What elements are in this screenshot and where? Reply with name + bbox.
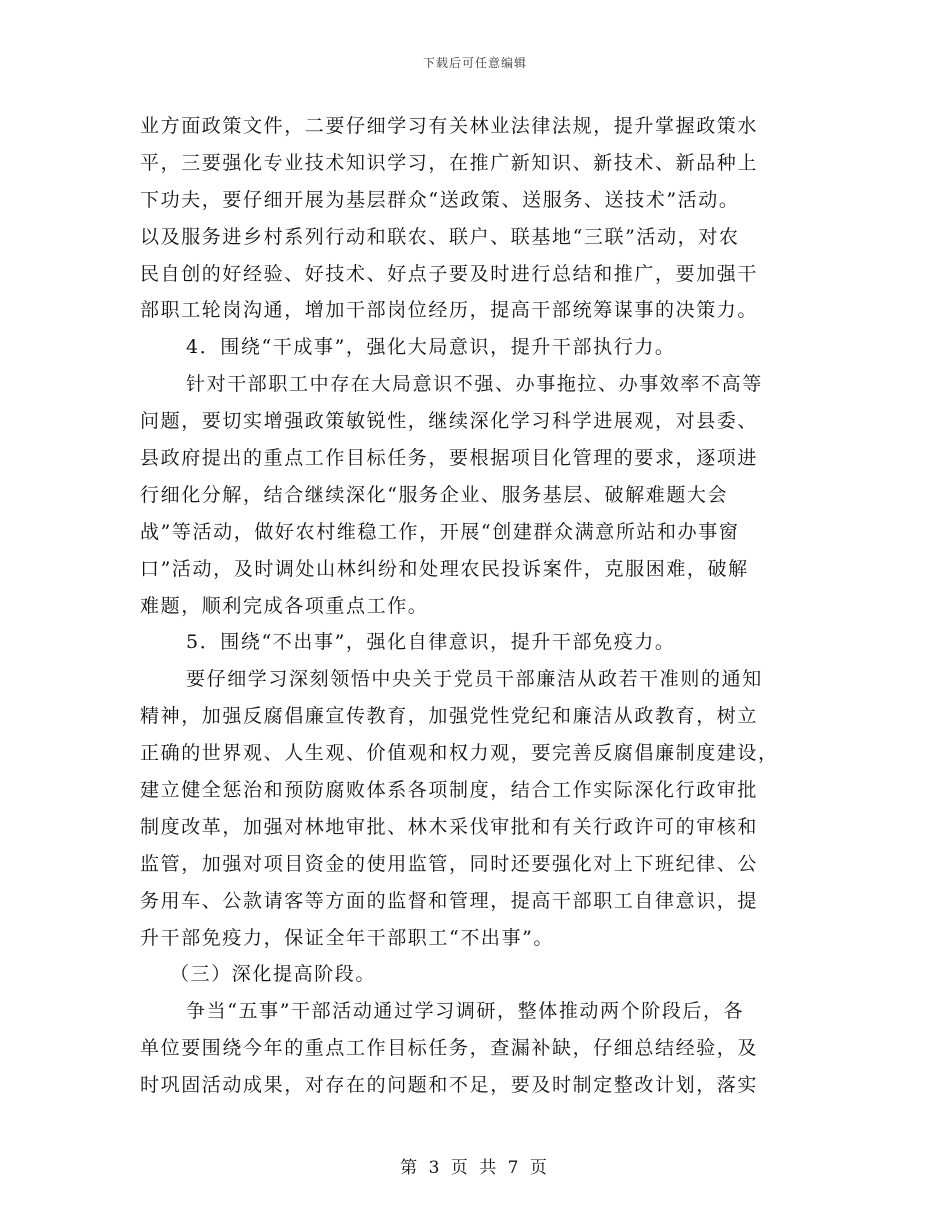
- text-line: 难题，顺利完成各项重点工作。: [140, 594, 429, 617]
- section-heading: 5．围绕“不出事”，强化自律意识，提升干部免疫力。: [186, 631, 676, 654]
- text-line: 精神，加强反腐倡廉宣传教育，加强党性党纪和廉洁从政教育，树立: [140, 705, 759, 728]
- text-line: 正确的世界观、人生观、价值观和权力观，要完善反腐倡廉制度建设，: [140, 742, 779, 765]
- text-line: 县政府提出的重点工作目标任务，要根据项目化管理的要求，逐项进: [140, 447, 759, 470]
- text-line: 针对干部职工中存在大局意识不强、办事拖拉、办事效率不高等: [186, 373, 763, 396]
- text-line: 业方面政策文件，二要仔细学习有关林业法律法规，提升掌握政策水: [140, 115, 759, 137]
- page-header: 下载后可任意编辑: [422, 56, 527, 70]
- text-line: 民自创的好经验、好技术、好点子要及时进行总结和推广，要加强干: [140, 262, 759, 285]
- text-line: 要仔细学习深刻领悟中央关于党员干部廉洁从政若干准则的通知: [186, 668, 763, 691]
- text-line: 问题，要切实增强政策敏锐性，继续深化学习科学进展观，对县委、: [140, 410, 759, 433]
- text-line: 建立健全惩治和预防腐败体系各项制度，结合工作实际深化行政审批: [140, 779, 759, 802]
- section-heading: 4．围绕“干成事”，强化大局意识，提升干部执行力。: [186, 336, 676, 359]
- text-line: 单位要围绕今年的重点工作目标任务，查漏补缺，仔细总结经验，及: [140, 1037, 759, 1060]
- text-line: 争当“五事”干部活动通过学习调研，整体推动两个阶段后，各: [186, 1000, 745, 1023]
- page-number: 第 3 页 共 7 页: [400, 1158, 550, 1178]
- text-line: 以及服务进乡村系列行动和联农、联户、联基地“三联”活动，对农: [140, 225, 740, 248]
- text-line: 平，三要强化专业技术知识学习，在推广新知识、新技术、新品种上: [140, 151, 759, 174]
- text-line: 战”等活动，做好农村维稳工作，开展“创建群众满意所站和办事窗: [140, 520, 740, 543]
- text-line: 下功夫，要仔细开展为基层群众“送政策、送服务、送技术”活动。: [140, 188, 740, 211]
- document-body: [140, 108, 815, 1104]
- text-line: 时巩固活动成果，对存在的问题和不足，要及时制定整改计划，落实: [140, 1074, 759, 1097]
- text-line: 监管，加强对项目资金的使用监管，同时还要强化对上下班纪律、公: [140, 852, 759, 875]
- section-heading: （三）深化提高阶段。: [170, 963, 377, 986]
- text-line: 升干部免疫力，保证全年干部职工“不出事”。: [140, 926, 555, 949]
- text-line: 部职工轮岗沟通，增加干部岗位经历，提高干部统筹谋事的决策力。: [140, 299, 759, 322]
- text-line: 务用车、公款请客等方面的监督和管理，提高干部职工自律意识，提: [140, 889, 759, 912]
- text-line: 行细化分解，结合继续深化“服务企业、服务基层、破解难题大会: [140, 483, 729, 506]
- text-line: 口”活动，及时调处山林纠纷和处理农民投诉案件，克服困难，破解: [140, 557, 749, 580]
- text-line: 制度改革，加强对林地审批、林木采伐审批和有关行政许可的审核和: [140, 815, 759, 838]
